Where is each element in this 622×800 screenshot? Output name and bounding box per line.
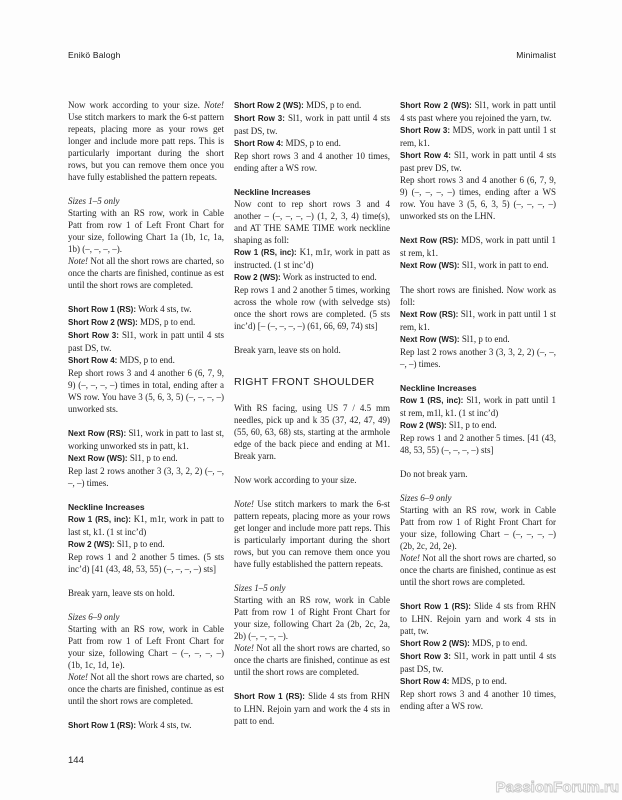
text-run: Rep rows 1 and 2 another 5 times. [41 (43, 48, 53, 55) (–, –, –, –) sts] bbox=[400, 433, 556, 455]
paragraph bbox=[400, 234, 556, 259]
paragraph bbox=[400, 346, 556, 370]
text-run: Use stitch markers to mark the 6-st pattern repeats, placing more as your rows get longer and include more patt reps. This is particularly important during the short rows, but you can remove them once you have fully established the pattern repeats. bbox=[234, 499, 390, 569]
text-run: Now work according to your size. bbox=[68, 100, 204, 110]
text-run: Break yarn, leave sts on hold. bbox=[68, 588, 175, 598]
text-run: Rep short rows 3 and 4 another 10 times, ending after a WS row. bbox=[400, 689, 556, 711]
paragraph bbox=[68, 195, 224, 207]
text-run: Rep last 2 rows another 3 (3, 3, 2, 2) (–, –, –, –) times. bbox=[68, 466, 224, 488]
paragraph bbox=[68, 207, 224, 255]
text-run: MDS, p to end. bbox=[283, 138, 341, 148]
text-run: Row 2 (WS): bbox=[68, 540, 115, 549]
paragraph bbox=[234, 284, 390, 332]
text-run: Break yarn, leave sts on hold. bbox=[234, 345, 341, 355]
paragraph bbox=[68, 719, 224, 732]
text-run: Row 2 (WS): bbox=[234, 273, 281, 282]
text-run: Note! bbox=[400, 553, 420, 563]
text-run: Row 1 (RS, inc): bbox=[234, 248, 297, 257]
text-run: Note! bbox=[234, 643, 254, 653]
text-run: Rep short rows 3 and 4 another 10 times, ending after a WS row. bbox=[234, 151, 390, 173]
paragraph bbox=[234, 582, 390, 594]
text-run: Starting with an RS row, work in Cable Patt from row 1 of Right Front Chart for your size, following Chart – (–, –, –, –) (2b, 2c, 2d, 2e). bbox=[400, 505, 556, 551]
text-run: Short Row 3: bbox=[234, 114, 285, 123]
text-run: Slide 4 sts from RHN to LHN. Rejoin yarn and work the 4 sts in patt to end. bbox=[234, 691, 390, 726]
text-run: Note! bbox=[204, 100, 224, 110]
paragraph bbox=[400, 688, 556, 712]
paragraph bbox=[68, 255, 224, 291]
text-run: Next Row (WS): bbox=[68, 454, 128, 463]
text-run: Short Row 1 (RS): bbox=[234, 692, 305, 701]
text-run: Rep rows 1 and 2 another 5 times. (5 sts inc’d) [41 (43, 48, 53, 55) (–, –, –, –) sts] bbox=[68, 552, 224, 574]
text-run: Do not break yarn. bbox=[400, 469, 468, 479]
text-run: Short Row 3: bbox=[400, 126, 451, 135]
text-run: Neckline Increases bbox=[234, 187, 311, 197]
paragraph bbox=[400, 432, 556, 456]
text-run: With RS facing, using US 7 / 4.5 mm needles, pick up and k 35 (37, 42, 47, 49) (55, 60, 63, 68) sts, starting at the armhole edge of the back piece and ending at M1. Break yarn. bbox=[234, 403, 390, 461]
text-run: The short rows are finished. Now work as foll: bbox=[400, 285, 556, 307]
text-run: Next Row (RS): bbox=[68, 429, 127, 438]
text-run: Sl1, p to end. bbox=[446, 420, 497, 430]
text-run: Next Row (WS): bbox=[400, 335, 460, 344]
text-run: Now work according to your size. bbox=[234, 475, 357, 485]
text-run: Short Row 4: bbox=[68, 356, 118, 365]
text-run: Short Row 3: bbox=[400, 652, 451, 661]
text-run: Note! bbox=[68, 256, 88, 266]
text-run: Neckline Increases bbox=[68, 502, 145, 512]
text-run: Not all the short rows are charted, so once the charts are finished, continue as est until the short rows are completed. bbox=[68, 672, 224, 706]
paragraph bbox=[68, 611, 224, 623]
text-run: K1, m1r, work in patt to last st, k1. (1 st inc’d) bbox=[68, 514, 224, 537]
text-run: Sizes 1–5 only bbox=[234, 583, 286, 593]
text-run: Short Row 1 (RS): bbox=[68, 721, 136, 730]
paragraph bbox=[400, 600, 556, 637]
paragraph bbox=[234, 246, 390, 271]
paragraph bbox=[400, 124, 556, 149]
text-run: MDS, p to end. bbox=[469, 638, 528, 648]
text-run: Rep last 2 rows another 3 (3, 3, 2, 2) (–, –, –, –) times. bbox=[400, 347, 556, 369]
paragraph bbox=[234, 474, 390, 486]
paragraph bbox=[68, 538, 224, 551]
text-run: Work as instructed to end. bbox=[280, 272, 377, 282]
paragraph bbox=[234, 690, 390, 727]
text-run: Rep short rows 3 and 4 another 6 (6, 7, 9, 9) (–, –, –, –) times, ending after a WS row. You have 3 (5, 6, 3, 5) (–, –, –, –) unworked sts on the LHN. bbox=[400, 175, 556, 221]
text-run: Short Row 3: bbox=[68, 331, 119, 340]
paragraph bbox=[234, 402, 390, 462]
text-run: Note! bbox=[234, 499, 254, 509]
paragraph bbox=[400, 552, 556, 588]
text-run: Sl1, p to end. bbox=[127, 453, 178, 463]
paragraph bbox=[68, 452, 224, 465]
text-run: Sizes 1–5 only bbox=[68, 196, 120, 206]
text-run: Next Row (RS): bbox=[400, 310, 459, 319]
paragraph bbox=[68, 303, 224, 316]
text-run: Short Row 1 (RS): bbox=[68, 305, 136, 314]
text-run: Sl1, p to end. bbox=[114, 539, 165, 549]
paragraph bbox=[68, 671, 224, 707]
header-collection-title: Minimalist bbox=[516, 50, 556, 60]
paragraph bbox=[68, 465, 224, 489]
paragraph bbox=[234, 150, 390, 174]
text-run: Not all the short rows are charted, so once the charts are finished, continue as est until the short rows are completed. bbox=[400, 553, 556, 587]
text-run: Sl1, work in patt until 4 sts past DS, tw. bbox=[68, 330, 224, 353]
text-run: Neckline Increases bbox=[400, 383, 477, 393]
paragraph bbox=[234, 271, 390, 284]
paragraph bbox=[68, 99, 224, 183]
paragraph bbox=[400, 650, 556, 675]
text-run: Row 2 (WS): bbox=[400, 421, 447, 430]
text-run: Note! bbox=[68, 672, 88, 682]
text-run: MDS, p to end. bbox=[117, 355, 175, 365]
paragraph bbox=[400, 174, 556, 222]
text-run: Use stitch markers to mark the 6-st pattern repeats, placing more as your rows get longer and include more patt reps. This is particularly important during the short rows, but you can remove them once you have fully established the pattern repeats. bbox=[68, 112, 224, 182]
paragraph bbox=[400, 333, 556, 346]
text-run: Starting with an RS row, work in Cable Patt from row 1 of Right Front Chart for your size, following Chart 2a (2b, 2c, 2a, 2b) (–, –, –, –). bbox=[234, 595, 390, 641]
text-run: Short Row 2 (WS): bbox=[400, 101, 472, 110]
text-run: Short Row 1 (RS): bbox=[400, 602, 471, 611]
paragraph bbox=[234, 594, 390, 642]
text-run: Sl1, work in patt until 4 sts past DS, tw. bbox=[400, 651, 556, 674]
text-run: Sl1, work in patt until 4 sts past prev DS, tw. bbox=[400, 150, 556, 173]
text-run: Sl1, p to end. bbox=[459, 334, 510, 344]
text-column-1 bbox=[68, 99, 224, 732]
paragraph bbox=[68, 316, 224, 329]
text-run: Starting with an RS row, work in Cable Patt from row 1 of Left Front Chart for your size, following Chart – (–, –, –, –) (1b, 1c, 1d, 1e). bbox=[68, 624, 224, 670]
text-run: MDS, p to end. bbox=[303, 100, 362, 110]
paragraph bbox=[400, 284, 556, 308]
paragraph bbox=[234, 112, 390, 137]
text-run: Short Row 4: bbox=[234, 139, 284, 148]
text-run: Sl1, work in patt to end. bbox=[459, 260, 549, 270]
paragraph bbox=[400, 259, 556, 272]
text-run: RIGHT FRONT SHOULDER bbox=[234, 376, 375, 388]
text-run: Starting with an RS row, work in Cable Patt from row 1 of Left Front Chart for your size, following Chart 1a (1b, 1c, 1a, 1b) (–, –, –, –). bbox=[68, 208, 224, 254]
text-run: Next Row (WS): bbox=[400, 261, 460, 270]
paragraph bbox=[68, 367, 224, 415]
text-run: Not all the short rows are charted, so once the charts are finished, continue as est until the short rows are completed. bbox=[68, 256, 224, 290]
text-run: Rep rows 1 and 2 another 5 times, working across the whole row (with selvedge sts) once the short rows are completed. (5 sts inc’d) [– (–, –, –, –) (61, 66, 69, 74) sts] bbox=[234, 285, 390, 331]
text-run: Sl1, work in patt until 1 st rem, m1l, k1. (1 st inc’d) bbox=[400, 395, 557, 418]
text-run: Slide 4 sts from RHN to LHN. Rejoin yarn and work 4 sts in patt, tw. bbox=[400, 601, 556, 636]
paragraph bbox=[68, 513, 224, 538]
sub-heading bbox=[400, 382, 556, 394]
text-run: Short Row 2 (WS): bbox=[234, 101, 304, 110]
paragraph bbox=[400, 419, 556, 432]
page-header bbox=[68, 50, 556, 60]
paragraph bbox=[234, 344, 390, 356]
page-number: 144 bbox=[68, 755, 84, 766]
text-run: MDS, work in patt until 1 st rem, k1. bbox=[400, 235, 556, 258]
text-run: Short Row 4: bbox=[400, 677, 450, 686]
text-run: Short Row 2 (WS): bbox=[400, 639, 470, 648]
section-heading bbox=[234, 376, 390, 388]
text-column-2 bbox=[234, 99, 390, 732]
paragraph bbox=[234, 498, 390, 570]
text-run: MDS, p to end. bbox=[449, 676, 507, 686]
sub-heading bbox=[234, 186, 390, 198]
text-run: K1, m1r, work in patt as instructed. (1 st inc’d) bbox=[234, 247, 390, 270]
sub-heading bbox=[68, 501, 224, 513]
text-run: Not all the short rows are charted, so once the charts are finished, continue as est until the short rows are completed. bbox=[234, 643, 390, 677]
paragraph bbox=[68, 329, 224, 354]
paragraph bbox=[68, 587, 224, 599]
paragraph bbox=[400, 394, 556, 419]
paragraph bbox=[400, 308, 556, 333]
paragraph bbox=[234, 99, 390, 112]
paragraph bbox=[400, 149, 556, 174]
text-column-3 bbox=[400, 99, 556, 732]
paragraph bbox=[400, 675, 556, 688]
paragraph bbox=[400, 504, 556, 552]
paragraph bbox=[68, 354, 224, 367]
text-run: Row 1 (RS, inc): bbox=[400, 396, 464, 405]
paragraph bbox=[234, 198, 390, 246]
text-run: Next Row (RS): bbox=[400, 236, 459, 245]
text-run: Sl1, work in patt until 4 sts past DS, tw. bbox=[234, 113, 390, 136]
text-run: Now cont to rep short rows 3 and 4 another – (–, –, –, –) (1, 2, 3, 4) time(s), and AT THE SAME TIME work neckline shaping as foll: bbox=[234, 199, 390, 245]
text-run: Short Row 2 (WS): bbox=[68, 318, 138, 327]
paragraph bbox=[68, 551, 224, 575]
header-author: Enikö Balogh bbox=[68, 50, 121, 60]
paragraph bbox=[68, 623, 224, 671]
text-run: Work 4 sts, tw. bbox=[136, 304, 192, 314]
paragraph bbox=[68, 427, 224, 452]
paragraph bbox=[400, 492, 556, 504]
text-run: Work 4 sts, tw. bbox=[136, 720, 192, 730]
text-run: Sl1, work in patt to last st, working unworked sts in patt, k1. bbox=[68, 428, 225, 451]
text-run: Rep short rows 3 and 4 another 6 (6, 7, 9, 9) (–, –, –, –) times in total, ending after a WS row. You have 3 (5, 6, 3, 5) (–, –, –, –) unworked sts. bbox=[68, 368, 224, 414]
content-columns bbox=[68, 99, 556, 732]
paragraph bbox=[400, 637, 556, 650]
paragraph bbox=[400, 99, 556, 124]
text-run: MDS, p to end. bbox=[137, 317, 196, 327]
paragraph bbox=[234, 137, 390, 150]
paragraph bbox=[234, 642, 390, 678]
text-run: MDS, work in patt until 1 st rem, k1. bbox=[400, 125, 556, 148]
watermark: PassionForum.ru bbox=[495, 779, 619, 796]
paragraph bbox=[400, 468, 556, 480]
text-run: Sl1, work in patt until 1 st rem, k1. bbox=[400, 309, 556, 332]
text-run: Sizes 6–9 only bbox=[68, 612, 120, 622]
text-run: Short Row 4: bbox=[400, 151, 451, 160]
text-run: Sl1, work in patt until 4 sts past where you rejoined the yarn, tw. bbox=[400, 100, 556, 123]
text-run: Row 1 (RS, inc): bbox=[68, 515, 131, 524]
text-run: Sizes 6–9 only bbox=[400, 493, 452, 503]
